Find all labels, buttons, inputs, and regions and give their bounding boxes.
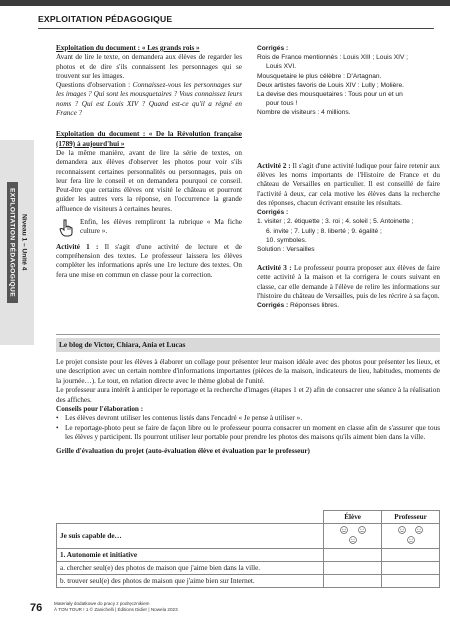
evaluation-grid [56, 510, 440, 588]
doc1-questions [56, 81, 242, 118]
professeur-smileys [382, 524, 440, 549]
footer-line-2: À TON TOUR ! 1 © Zanichelli | Éditions Didier | Nowela 2023 [54, 606, 178, 612]
blog-section [56, 358, 440, 456]
left-column [56, 44, 242, 280]
activity1-text: Il s'agit d'une activité de lecture et de compréhension des textes. Le professeur laissera les élèves compléter les informations après une 1re lecture des textes. On fera une mise en commun en classe pour la correction. [56, 242, 242, 279]
side-tab-unit: Niveau 1 – Unité 4 [20, 214, 28, 271]
conseils-title: Conseils pour l'élaboration : [56, 405, 144, 414]
corriges-1-line: Nombre de visiteurs : 4 millions. [257, 109, 351, 117]
activity3-lead: Activité 3 : [257, 264, 292, 273]
blog-paragraph-2: Le professeur aura intérêt à anticiper le reportage et la recherche d'images (étapes 1 et 2) afin de consacrer une séance à la réalisation des affiches. [56, 386, 440, 404]
doc1-title: Exploitation du document : « Les grands rois » [56, 44, 200, 52]
section-divider [56, 334, 440, 335]
doc1-text: Avant de lire le texte, on demandera aux élèves de regarder les photos et de dire s'ils connaissent les personnages qui se trouvent sur les images. [56, 53, 242, 80]
corriges-2-line: 10. symboles. [266, 236, 307, 244]
tip-box [56, 218, 242, 237]
grid-row-b: b. trouver seul(e) des photos de maison que j'aime bien sur Internet. [57, 575, 324, 588]
doc2-title: Exploitation du document : « De la Révolution française (1789) à aujourd'hui » [56, 130, 242, 148]
activity3-text: Le professeur pourra proposer aux élèves de faire cette activité à la maison et la corrigera le cours suivant en classe, car elle demande à l'élève de relire les informations sur l'histoire du château de Versailles, puis de les récrire à sa façon. [257, 264, 440, 301]
eleve-smileys [324, 524, 382, 549]
grid-cell[interactable] [382, 549, 440, 562]
blog-paragraph-1: Le projet consiste pour les élèves à élaborer un collage pour présenter leur maison idéale avec des photos pour présenter les lieux, et une description avec un certain nombre d'informations importantes (pièces de la maison, indicateurs de lieu, habitudes, moments de la journée…). Le tout, en relation directe avec le thème global de l'unité. [56, 358, 440, 385]
corriges-1-line: pour tous ! [266, 100, 298, 108]
activity1-lead: Activité 1 : [56, 242, 99, 251]
corriges-2 [257, 208, 440, 254]
corriges-1-line: Rois de France mentionnés : Louis XIII ; Louis XIV ; [257, 54, 408, 62]
activity1 [56, 243, 242, 280]
right-column [257, 44, 440, 311]
grid-cell[interactable] [324, 562, 382, 575]
corriges-2-label: Corrigés : [257, 209, 289, 217]
corriges-1-label: Corrigés : [257, 45, 289, 52]
side-tab-section: EXPLOITATION PÉDAGOGIQUE [7, 182, 18, 303]
corriges-1-line: Louis XVI. [266, 63, 297, 71]
page-footer [0, 592, 450, 640]
neutral-face-icon[interactable] [358, 526, 366, 534]
hand-pointer-icon [59, 219, 75, 237]
corriges-1-line: Deux artistes favoris de Louis XIV : Lully ; Molière. [257, 81, 404, 89]
grid-title: Grille d'évaluation du projet (auto-évaluation élève et évaluation par le professeur) [56, 446, 310, 455]
footer-credits [54, 601, 178, 613]
happy-face-icon[interactable] [340, 526, 348, 534]
conseil-bullet-2: • Le reportage-photo peut se faire de façon libre ou le professeur pourra consacrer un moment en classe afin de s'assurer que tous les élèves y participent. Ils pourront utiliser leur portable pour prendre les photos des maisons qu'ils aiment bien dans la ville. [56, 424, 440, 443]
grid-row-header: Je suis capable de… [57, 524, 324, 549]
grid-header-professeur: Professeur [382, 511, 440, 524]
happy-face-icon[interactable] [398, 526, 406, 534]
sad-face-icon[interactable] [349, 536, 357, 544]
grid-section-1: 1. Autonomie et initiative [57, 549, 324, 562]
grid-cell[interactable] [382, 562, 440, 575]
activity2-text: Il s'agit d'une activité ludique pour faire retenir aux élèves les noms importants de l'Histoire de France et du château de Versailles en particulier. Il est conseillé de faire l'activité à deux, car cela motive les élèves dans la recherche des réponses, chacun écrivant ensuite les résultats. [257, 161, 440, 207]
corriges-3-label: Corrigés : [257, 302, 289, 310]
footer-line-1: Materiały dodatkowe do pracy z podręcznikiem [54, 601, 150, 606]
doc1-questions-text: Connaissez-vous les personnages sur les images ? Qui sont les mousquetaires ? Vous connaissez leurs noms ? Qui est Louis XIV ? Quand est-ce qu'il a régné en France ? [56, 81, 242, 118]
side-tab [0, 140, 34, 345]
blog-banner: Le blog de Victor, Chiara, Ania et Lucas [56, 338, 440, 352]
header-rule [38, 28, 434, 29]
corriges-1-line: Mousquetaire le plus célèbre : D'Artagnan. [257, 72, 382, 80]
doc1-questions-lead: Questions d'observation : [56, 81, 131, 90]
activity2 [257, 162, 440, 208]
grid-cell[interactable] [382, 575, 440, 588]
grid-row-a: a. chercher seul(e) des photos de maison que j'aime bien dans la ville. [57, 562, 324, 575]
corriges-2-line: 1. visiter ; 2. étiquette ; 3. roi ; 4. soleil ; 5. Antoinette ; [257, 218, 414, 226]
grid-cell[interactable] [324, 549, 382, 562]
doc2-text: De la même manière, avant de lire la série de textes, on demandera aux élèves d'observer les photos pour voir s'ils reconnaissent certaines personnalités ou personnages, puis on leur fera lire le conseil et on demandera pourquoi ce conseil. Peut-être que certains élèves ont visité le château et pourront guider les autres vers la réponse, en l'occurrence la grande affluence de visiteurs à certaines heures. [56, 148, 242, 213]
header-bar [0, 0, 450, 6]
corriges-1-line: La devise des mousquetaires : Tous pour un et un [257, 91, 403, 99]
corriges-3 [257, 301, 440, 310]
activity3 [257, 264, 440, 301]
corriges-1 [257, 44, 440, 118]
corriges-3-text: Réponses libres. [288, 302, 340, 310]
grid-corner [57, 511, 324, 524]
conseil-bullet-1: • Les élèves devront utiliser les contenus listés dans l'encadré « Je pense à utiliser ». [56, 414, 440, 423]
grid-header-eleve: Élève [324, 511, 382, 524]
activity2-lead: Activité 2 : [257, 161, 291, 170]
neutral-face-icon[interactable] [415, 526, 423, 534]
header-title: EXPLOITATION PÉDAGOGIQUE [38, 14, 173, 24]
corriges-2-line: 6. invite ; 7. Lully ; 8. liberté ; 9. égalité ; [266, 227, 382, 235]
page-header [0, 0, 450, 34]
tip-text: Enfin, les élèves rempliront la rubrique « Ma fiche culture ». [80, 218, 242, 236]
corriges-2-line: Solution : Versailles [257, 245, 315, 253]
sad-face-icon[interactable] [407, 536, 415, 544]
page-number: 76 [30, 602, 43, 614]
grid-cell[interactable] [324, 575, 382, 588]
